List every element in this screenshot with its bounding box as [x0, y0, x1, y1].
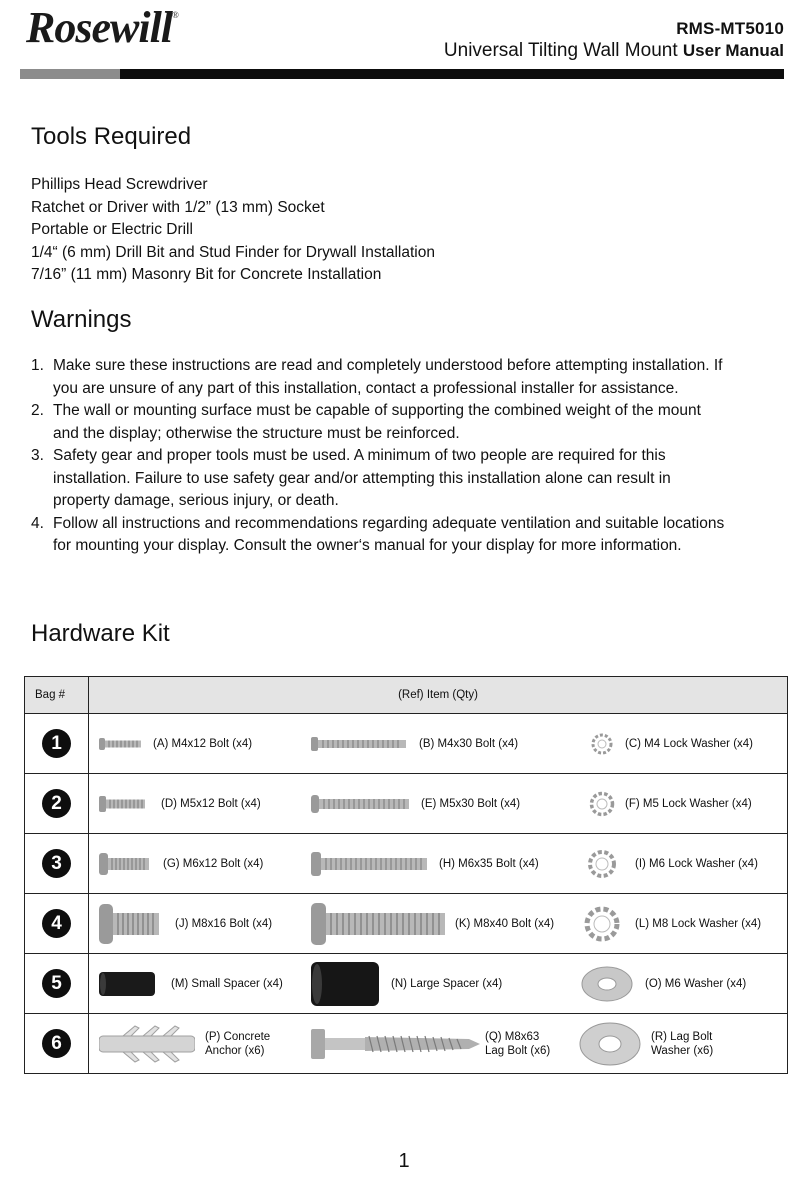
short-bolt-icon — [99, 901, 161, 947]
item-label: (L) M8 Lock Washer (x4) — [635, 917, 762, 930]
lag-bolt-icon — [311, 1026, 481, 1062]
lag-bolt-washer-icon — [579, 1021, 641, 1067]
warnings-list — [31, 355, 731, 558]
long-bolt-icon — [311, 793, 411, 815]
table-row — [25, 834, 788, 894]
lock-washer-icon — [587, 849, 617, 879]
table-row — [25, 714, 788, 774]
item-label: (H) M6x35 Bolt (x4) — [439, 857, 539, 870]
item-label: (A) M4x12 Bolt (x4) — [153, 737, 253, 750]
tools-heading: Tools Required — [31, 123, 192, 150]
bag-number-badge: 2 — [42, 789, 71, 818]
lock-washer-icon — [583, 905, 621, 943]
tool-item: 7/16” (11 mm) Masonry Bit for Concrete Installation — [31, 266, 382, 283]
lock-washer-icon — [591, 733, 613, 755]
item-label: (N) Large Spacer (x4) — [391, 977, 503, 990]
bag-number-badge: 3 — [42, 849, 71, 878]
items-column-header: (Ref) Item (Qty) — [89, 677, 788, 714]
item-label: (R) Lag Bolt Washer (x6) — [651, 1030, 714, 1057]
warning-item: 4. Follow all instructions and recommendations regarding adequate ventilation and suitable locations for mounting your display. Consult the owner‘s manual for your display for more information. — [31, 514, 725, 554]
warnings-heading: Warnings — [31, 306, 132, 333]
table-row — [25, 894, 788, 954]
short-bolt-icon — [99, 736, 143, 752]
lock-washer-icon — [589, 791, 615, 817]
bag-number-badge: 6 — [42, 1029, 71, 1058]
rosewill-logo: Rosewill® — [26, 3, 178, 52]
concrete-anchor-icon — [99, 1024, 195, 1064]
item-label: (E) M5x30 Bolt (x4) — [421, 797, 521, 810]
item-label: (G) M6x12 Bolt (x4) — [163, 857, 264, 870]
table-row — [25, 774, 788, 834]
item-label: (Q) M8x63 Lag Bolt (x6) — [485, 1030, 551, 1057]
item-label: (D) M5x12 Bolt (x4) — [161, 797, 261, 810]
item-label: (O) M6 Washer (x4) — [645, 977, 747, 990]
header-rule-gray — [20, 69, 120, 79]
flat-washer-icon — [581, 964, 633, 1004]
item-label: (I) M6 Lock Washer (x4) — [635, 857, 758, 870]
tool-item: 1/4“ (6 mm) Drill Bit and Stud Finder for Drywall Installation — [31, 243, 435, 261]
small-spacer-icon — [99, 969, 155, 999]
warning-item: 3. Safety gear and proper tools must be used. A minimum of two people are required for this installation. Failure to use safety gear and/or attempting this installation alone can result in property damage, serious injury, or death. — [31, 447, 671, 509]
item-label: (B) M4x30 Bolt (x4) — [419, 737, 519, 750]
tool-item: Phillips Head Screwdriver — [31, 176, 208, 193]
item-label: (P) Concrete Anchor (x6) — [205, 1030, 271, 1057]
short-bolt-icon — [99, 794, 147, 814]
document-title: Universal Tilting Wall Mount User Manual — [443, 40, 784, 61]
item-label: (M) Small Spacer (x4) — [171, 977, 283, 990]
table-row — [25, 954, 788, 1014]
item-label: (J) M8x16 Bolt (x4) — [175, 917, 273, 930]
long-bolt-icon — [311, 735, 407, 753]
bag-number-badge: 5 — [42, 969, 71, 998]
tool-item: Portable or Electric Drill — [31, 221, 193, 238]
short-bolt-icon — [99, 851, 151, 877]
long-bolt-icon — [311, 850, 429, 878]
header-rule-black — [120, 69, 784, 79]
hardware-heading: Hardware Kit — [31, 620, 170, 647]
model-number: RMS-MT5010 — [676, 19, 784, 38]
item-label: (K) M8x40 Bolt (x4) — [455, 917, 555, 930]
warning-item: 1. Make sure these instructions are read and completely understood before attempting installation. If you are unsure of any part of this installation, contact a professional installer for assistance. — [31, 357, 723, 397]
tool-item: Ratchet or Driver with 1/2” (13 mm) Socket — [31, 198, 325, 216]
hardware-table — [24, 676, 788, 1074]
item-label: (C) M4 Lock Washer (x4) — [625, 737, 754, 750]
tools-list — [31, 174, 435, 287]
long-bolt-icon — [311, 900, 447, 948]
bag-number-badge: 1 — [42, 729, 71, 758]
item-label: (F) M5 Lock Washer (x4) — [625, 797, 752, 810]
bag-number-badge: 4 — [42, 909, 71, 938]
warning-item: 2. The wall or mounting surface must be capable of supporting the combined weight of the mount and the display; otherwise the structure must be reinforced. — [31, 402, 701, 442]
table-row — [25, 1014, 788, 1074]
bag-column-header: Bag # — [25, 677, 89, 714]
large-spacer-icon — [311, 960, 379, 1008]
table-header-row — [25, 677, 788, 714]
page-number: 1 — [398, 1150, 410, 1172]
